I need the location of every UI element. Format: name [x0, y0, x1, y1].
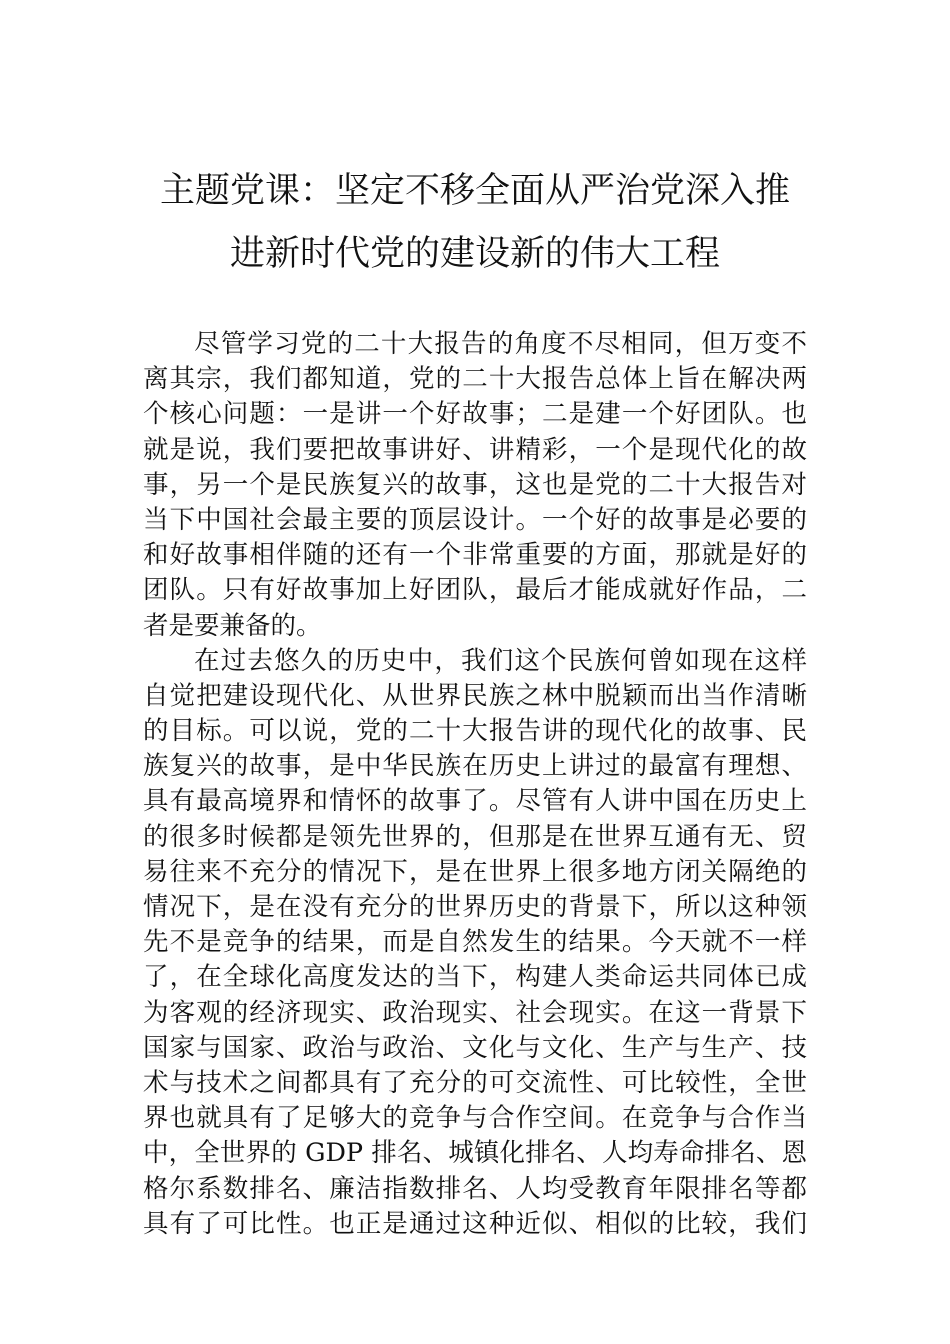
paragraph-2: [143, 644, 807, 1242]
paragraph-line: 和好故事相伴随的还有一个非常重要的方面，那就是好的: [143, 540, 807, 571]
paragraph-line: 的目标。可以说，党的二十大报告讲的现代化的故事、民: [143, 716, 807, 747]
paragraph-line: 者是要兼备的。: [143, 610, 322, 641]
paragraph-line: 术与技术之间都具有了充分的可交流性、可比较性，全世: [143, 1067, 807, 1098]
paragraph-line: 离其宗，我们都知道，党的二十大报告总体上旨在解决两: [143, 364, 807, 395]
paragraph-line: 事，另一个是民族复兴的故事，这也是党的二十大报告对: [143, 469, 807, 500]
paragraph-line: 就是说，我们要把故事讲好、讲精彩，一个是现代化的故: [143, 434, 807, 465]
paragraph-line: 情况下，是在没有充分的世界历史的背景下，所以这种领: [143, 892, 807, 922]
paragraph-line: 自觉把建设现代化、从世界民族之林中脱颖而出当作清晰: [143, 680, 807, 711]
paragraph-line: 在过去悠久的历史中，我们这个民族何曾如现在这样: [194, 645, 807, 676]
paragraph-line: 尽管学习党的二十大报告的角度不尽相同，但万变不: [194, 329, 807, 359]
paragraph-line: 个核心问题：一是讲一个好故事；二是建一个好团队。也: [143, 399, 807, 430]
title-line-1: 主题党课：坚定不移全面从严治党深入推: [159, 171, 790, 211]
document-body: [143, 327, 807, 1242]
paragraph-line: 先不是竞争的结果，而是自然发生的结果。今天就不一样: [143, 927, 807, 958]
paragraph-line: 当下中国社会最主要的顶层设计。一个好的故事是必要的: [143, 504, 807, 535]
paragraph-line: 中，全世界的 GDP 排名、城镇化排名、人均寿命排名、恩: [143, 1138, 807, 1169]
paragraph-line: 族复兴的故事，是中华民族在历史上讲过的最富有理想、: [143, 751, 807, 782]
paragraph-line: 团队。只有好故事加上好团队，最后才能成就好作品，二: [143, 575, 807, 606]
paragraph-1: [143, 327, 807, 644]
paragraph-line: 界也就具有了足够大的竞争与合作空间。在竞争与合作当: [143, 1103, 807, 1134]
paragraph-line: 了，在全球化高度发达的当下，构建人类命运共同体已成: [143, 962, 807, 993]
paragraph-line: 的很多时候都是领先世界的，但那是在世界互通有无、贸: [143, 821, 807, 852]
paragraph-line: 易往来不充分的情况下，是在世界上很多地方闭关隔绝的: [143, 856, 807, 887]
document-title: [140, 160, 810, 286]
paragraph-line: 格尔系数排名、廉洁指数排名、人均受教育年限排名等都: [143, 1173, 807, 1204]
paragraph-line: 具有了可比性。也正是通过这种近似、相似的比较，我们: [143, 1208, 807, 1239]
title-line-2: 进新时代党的建设新的伟大工程: [229, 234, 720, 274]
paragraph-line: 国家与国家、政治与政治、文化与文化、生产与生产、技: [143, 1032, 807, 1063]
paragraph-line: 为客观的经济现实、政治现实、社会现实。在这一背景下: [143, 997, 807, 1028]
paragraph-line: 具有最高境界和情怀的故事了。尽管有人讲中国在历史上: [143, 786, 807, 817]
